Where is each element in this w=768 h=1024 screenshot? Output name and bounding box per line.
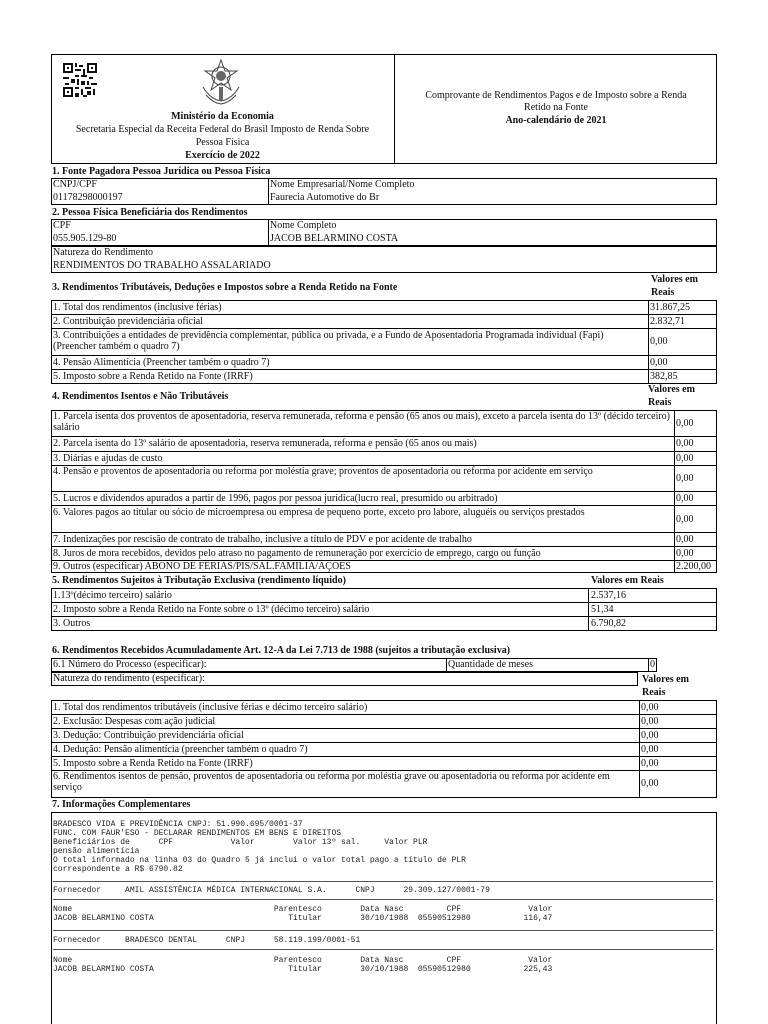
s3-row-1-label: 1. Total dos rendimentos (inclusive férias) bbox=[53, 302, 222, 313]
s3-row-4-label: 4. Pensão Alimentícia (Preencher também o quadro 7) bbox=[53, 357, 270, 368]
provider-2-line: Fornecedor BRADESCO DENTAL CNPJ 58.119.199/0001-51 bbox=[53, 936, 361, 945]
brazil-coat-of-arms-icon bbox=[198, 57, 244, 107]
document-title-line-2: Retido na Fonte bbox=[524, 102, 588, 113]
process-divider-2 bbox=[648, 658, 649, 672]
s3-row-1-value: 31.867,25 bbox=[650, 302, 690, 313]
section-5-values-header: Valores em Reais bbox=[591, 575, 664, 586]
s6-row-5-label: 5. Imposto sobre a Renda Retido na Fonte (IRRF) bbox=[53, 758, 253, 769]
s5-row-1-label: 1.13º(décimo terceiro) salário bbox=[53, 590, 172, 601]
s3-row-3-label: 3. Contribuições a entidades de previdência complementar, pública ou privada, e a Fundo de Aposentadoria Programada individual (Fapi) (Preencher também o quadro 7) bbox=[53, 330, 604, 352]
secretariat-line-2: Pessoa Física bbox=[195, 137, 250, 148]
section-4-values-header-2: Reais bbox=[648, 397, 672, 408]
provider-2-header: Nome Parentesco Data Nasc CPF Valor bbox=[53, 956, 553, 965]
payer-cnpj-label: CNPJ/CPF bbox=[53, 179, 97, 190]
s6-line-3 bbox=[51, 742, 717, 743]
section-3-title: 3. Rendimentos Tributáveis, Deduções e Impostos sobre a Renda Retido na Fonte bbox=[52, 282, 398, 293]
beneficiary-name-value: JACOB BELARMINO COSTA bbox=[270, 233, 399, 244]
s4-row-9-value: 2.200,00 bbox=[676, 561, 711, 572]
section-2-title: 2. Pessoa Física Beneficiária dos Rendimentos bbox=[52, 207, 248, 218]
document-title-line-1: Comprovante de Rendimentos Pagos e de Imposto sobre a Renda bbox=[425, 90, 687, 101]
info-line-2: FUNC. COM FAUR'ESO - DECLARAR RENDIMENTOS EM BENS E DIREITOS bbox=[53, 829, 342, 838]
s4-row-4-label: 4. Pensão e proventos de aposentadoria ou reforma por moléstia grave; proventos de aposentadoria ou reforma por acidente em serviço bbox=[53, 466, 593, 477]
calendar-year: Ano-calendário de 2021 bbox=[505, 115, 607, 126]
s3-row-4-value: 0,00 bbox=[650, 357, 668, 368]
s5-line-1 bbox=[51, 602, 717, 603]
section-6-values-header-1: Valores em bbox=[642, 674, 689, 685]
s4-row-9-label: 9. Outros (especificar) ABONO DE FÉRIAS/PIS/SAL.FAMILIA/AÇOES bbox=[53, 561, 351, 572]
info-line-5: O total informado na linha 03 do Quadro 5 já inclui o valor total pago a título de PLR bbox=[53, 856, 466, 865]
months-value: 0 bbox=[650, 659, 655, 670]
s5-row-1-value: 2.537,16 bbox=[591, 590, 626, 601]
s3-row-2-label: 2. Contribuição previdenciária oficial bbox=[53, 316, 203, 327]
info-sep-1 bbox=[53, 881, 713, 882]
provider-1-row: JACOB BELARMINO COSTA Titular 30/10/1988 05590512980 116,47 bbox=[53, 914, 553, 923]
s4-row-3-label: 3. Diárias e ajudas de custo bbox=[53, 453, 163, 464]
s6-row-2-value: 0,00 bbox=[641, 716, 659, 727]
s3-row-2-value: 2.832,71 bbox=[650, 316, 685, 327]
s3-line-2 bbox=[51, 328, 717, 329]
info-line-1: BRADESCO VIDA E PREVIDÊNCIA CNPJ: 51.990.695/0001-37 bbox=[53, 820, 303, 829]
s6-row-4-value: 0,00 bbox=[641, 744, 659, 755]
s6-row-3-label: 3. Dedução: Contribuição previdenciária oficial bbox=[53, 730, 244, 741]
s6-row-5-value: 0,00 bbox=[641, 758, 659, 769]
s4-line-5 bbox=[51, 505, 717, 506]
s4-row-3-value: 0,00 bbox=[676, 453, 694, 464]
s6-row-6-label: 6. Rendimentos isentos de pensão, proventos de aposentadoria ou reforma por moléstia grave ou aposentadoria ou reforma por acidente em serviço bbox=[53, 771, 610, 793]
process-divider-1 bbox=[446, 658, 447, 672]
s4-row-6-label: 6. Valores pagos ao titular ou sócio de microempresa ou empresa de pequeno porte, exceto pro labore, aluguéis ou serviços prestados bbox=[53, 507, 585, 518]
section-3-values-header-2: Reais bbox=[651, 287, 675, 298]
provider-1-line: Fornecedor AMIL ASSISTÊNCIA MÉDICA INTERNACIONAL S.A. CNPJ 29.309.127/0001-79 bbox=[53, 886, 490, 895]
beneficiary-cpf-value: 055.905.129-80 bbox=[53, 233, 117, 244]
s3-line-1 bbox=[51, 314, 717, 315]
s4-line-2 bbox=[51, 451, 717, 452]
info-sep-2 bbox=[53, 899, 713, 900]
section-3-col-divider bbox=[648, 300, 649, 384]
s4-row-7-label: 7. Indenizações por rescisão de contrato de trabalho, inclusive a título de PDV e por acidente de trabalho bbox=[53, 534, 472, 545]
s6-row-1-label: 1. Total dos rendimentos tributáveis (inclusive férias e décimo terceiro salário) bbox=[53, 702, 368, 713]
s4-row-7-value: 0,00 bbox=[676, 534, 694, 545]
s6-row-1-value: 0,00 bbox=[641, 702, 659, 713]
s5-row-3-label: 3. Outros bbox=[53, 618, 91, 629]
s6-row-2-label: 2. Exclusão: Despesas com ação judicial bbox=[53, 716, 216, 727]
nature-label: Natureza do Rendimento bbox=[53, 247, 153, 258]
s4-row-5-value: 0,00 bbox=[676, 493, 694, 504]
s5-row-2-value: 51,34 bbox=[591, 604, 614, 615]
s4-line-6 bbox=[51, 532, 717, 533]
s4-line-1 bbox=[51, 436, 717, 437]
payer-cnpj-value: 01178298000197 bbox=[53, 192, 123, 203]
secretariat-line-1: Secretaria Especial da Receita Federal do Brasil Imposto de Renda Sobre bbox=[75, 124, 370, 135]
s4-row-1-value: 0,00 bbox=[676, 418, 694, 429]
s4-row-6-value: 0,00 bbox=[676, 514, 694, 525]
ministry-title: Ministério da Economia bbox=[171, 111, 274, 122]
s3-row-5-label: 5. Imposto sobre a Renda Retido na Fonte (IRRF) bbox=[53, 371, 253, 382]
process-number-label: 6.1 Número do Processo (especificar): bbox=[53, 659, 207, 670]
section-1-divider bbox=[268, 178, 269, 205]
info-line-4: pensão alimentícia bbox=[53, 847, 140, 856]
s3-row-5-value: 382,85 bbox=[650, 371, 678, 382]
s3-row-3-value: 0,00 bbox=[650, 336, 668, 347]
section-3-values-header-1: Valores em bbox=[651, 274, 698, 285]
s6-line-4 bbox=[51, 756, 717, 757]
s6-line-1 bbox=[51, 714, 717, 715]
section-6-values-header-2: Reais bbox=[642, 687, 666, 698]
s4-line-7 bbox=[51, 546, 717, 547]
section-5-title: 5. Rendimentos Sujeitos à Tributação Exclusiva (rendimento líquido) bbox=[52, 575, 346, 586]
s6-row-6-value: 0,00 bbox=[641, 778, 659, 789]
s5-row-3-value: 6.790,82 bbox=[591, 618, 626, 629]
section-5-col-divider bbox=[588, 588, 589, 631]
s4-row-2-value: 0,00 bbox=[676, 438, 694, 449]
s6-line-2 bbox=[51, 728, 717, 729]
qr-code-icon bbox=[63, 63, 97, 97]
beneficiary-cpf-label: CPF bbox=[53, 220, 71, 231]
section-6-title: 6. Rendimentos Recebidos Acumuladamente Art. 12-A da Lei 7.713 de 1988 (sujeitos a tributação exclusiva) bbox=[52, 645, 511, 656]
s4-row-8-label: 8. Juros de mora recebidos, devidos pelo atraso no pagamento de remuneração por exercício de emprego, cargo ou função bbox=[53, 548, 541, 559]
s5-line-2 bbox=[51, 616, 717, 617]
info-line-3: Beneficiários de CPF Valor Valor 13º sal. Valor PLR bbox=[53, 838, 428, 847]
section-2-divider bbox=[268, 219, 269, 246]
section-1-title: 1. Fonte Pagadora Pessoa Jurídica ou Pessoa Física bbox=[52, 166, 271, 177]
s4-row-1-label: 1. Parcela isenta dos proventos de aposentadoria, reserva remunerada, reforma e pensão (65 anos ou mais), exceto a parcela isenta do 13º (décido terceiro) salário bbox=[53, 411, 671, 433]
provider-2-row: JACOB BELARMINO COSTA Titular 30/10/1988 05590512980 225,43 bbox=[53, 965, 553, 974]
section-7-title: 7. Informações Complementares bbox=[52, 799, 191, 810]
s6-row-3-value: 0,00 bbox=[641, 730, 659, 741]
section-4-values-header-1: Valores em bbox=[648, 384, 695, 395]
section-4-title: 4. Rendimentos Isentos e Não Tributáveis bbox=[52, 391, 229, 402]
info-line-6: correspondente a R$ 6790.82 bbox=[53, 865, 183, 874]
s4-row-4-value: 0,00 bbox=[676, 473, 694, 484]
info-sep-4 bbox=[53, 949, 713, 950]
provider-1-header: Nome Parentesco Data Nasc CPF Valor bbox=[53, 905, 553, 914]
s4-row-5-label: 5. Lucros e dividendos apurados a partir de 1996, pagos por pessoa jurídica(lucro real, presumido ou arbitrado) bbox=[53, 493, 498, 504]
nature-value: RENDIMENTOS DO TRABALHO ASSALARIADO bbox=[53, 260, 271, 271]
nature-spec-label: Natureza do rendimento (especificar): bbox=[53, 673, 205, 684]
s6-row-4-label: 4. Dedução: Pensão alimentícia (preencher também o quadro 7) bbox=[53, 744, 308, 755]
payer-name-value: Faurecia Automotive do Br bbox=[270, 192, 380, 203]
s5-row-2-label: 2. Imposto sobre a Renda Retido na Fonte sobre o 13º (décimo terceiro) salário bbox=[53, 604, 370, 615]
exercise-year: Exercício de 2022 bbox=[185, 150, 260, 161]
s3-line-4 bbox=[51, 369, 717, 370]
payer-name-label: Nome Empresarial/Nome Completo bbox=[270, 179, 415, 190]
beneficiary-name-label: Nome Completo bbox=[270, 220, 337, 231]
s4-row-2-label: 2. Parcela isenta do 13º salário de aposentadoria, reserva remunerada, reforma e pensão (65 anos ou mais) bbox=[53, 438, 477, 449]
s4-line-4 bbox=[51, 491, 717, 492]
s3-line-3 bbox=[51, 355, 717, 356]
s4-row-8-value: 0,00 bbox=[676, 548, 694, 559]
info-sep-3 bbox=[53, 930, 713, 931]
months-label: Quantidade de meses bbox=[448, 659, 533, 670]
